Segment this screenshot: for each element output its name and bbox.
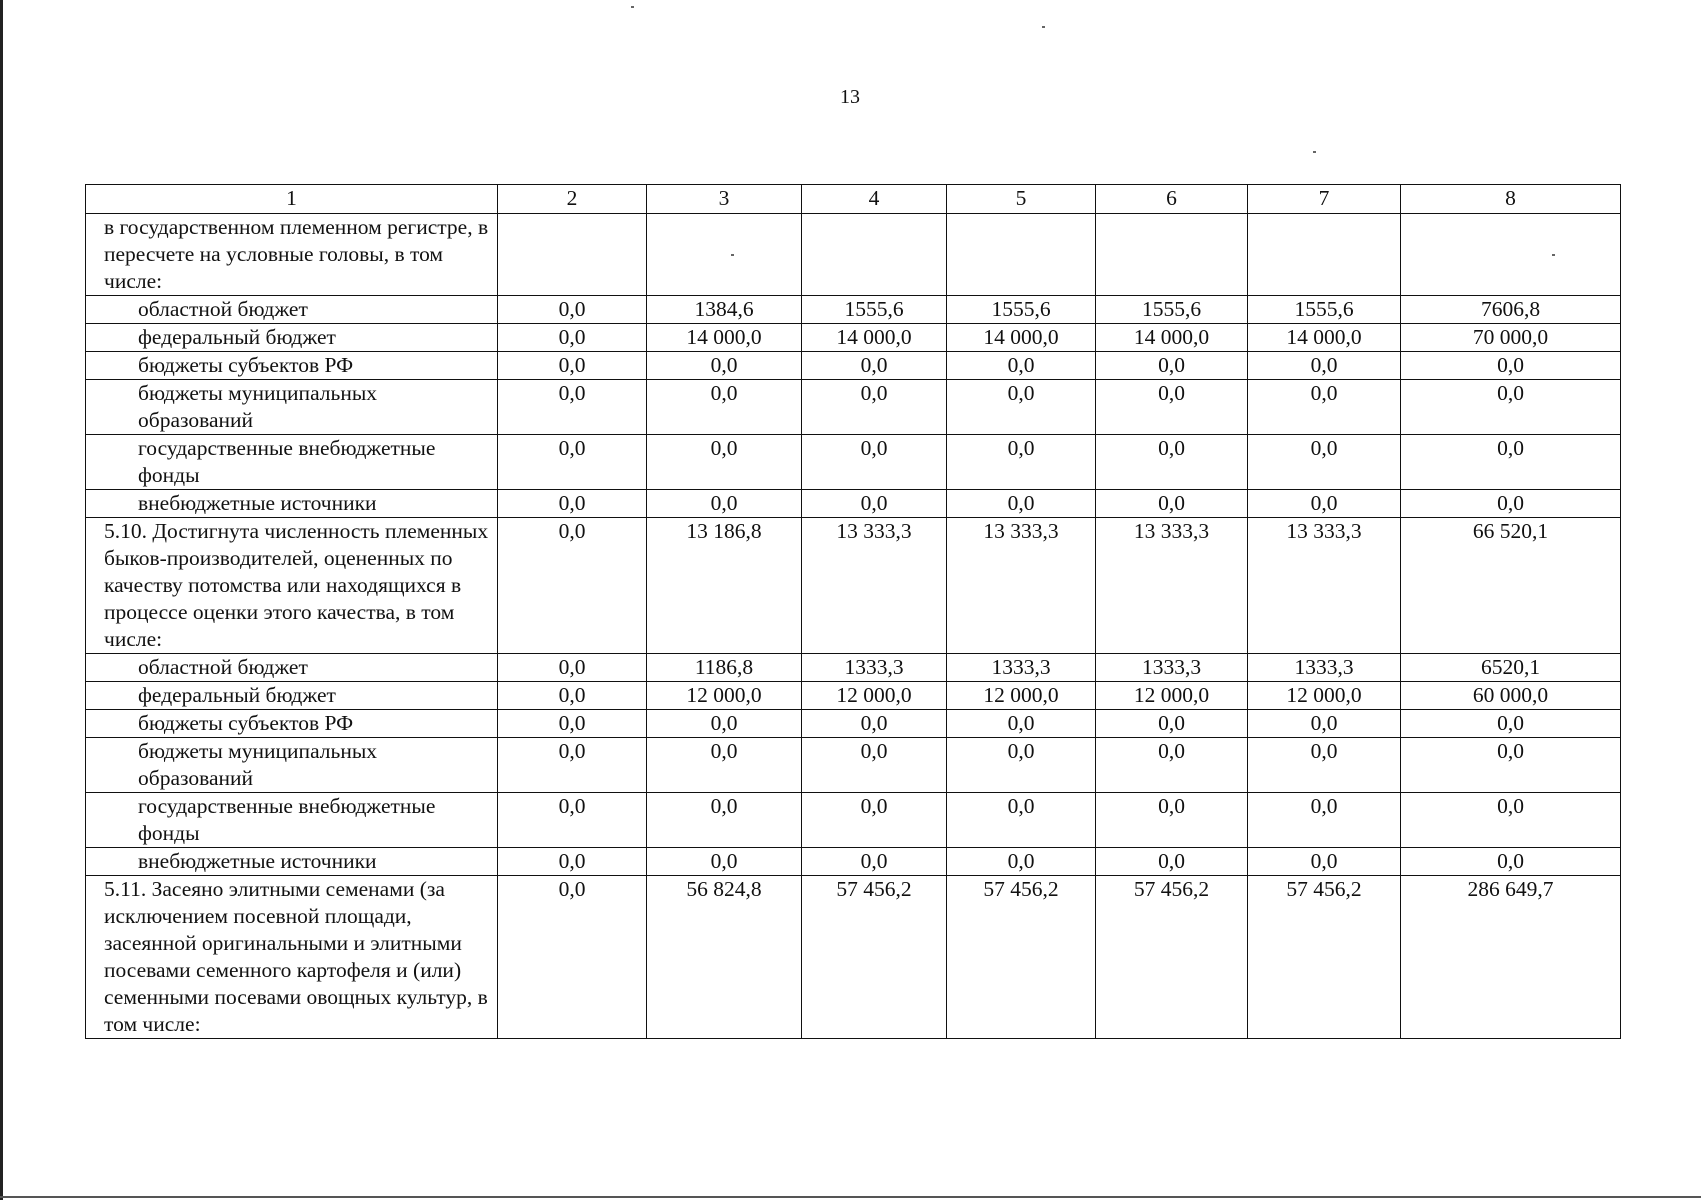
value-cell: 0,0 [1401, 738, 1621, 793]
value-cell: 0,0 [947, 738, 1096, 793]
value-cell: 14 000,0 [947, 324, 1096, 352]
value-cell: 0,0 [647, 710, 802, 738]
value-cell: 0,0 [498, 876, 647, 1039]
value-cell: 0,0 [1096, 352, 1248, 380]
value-cell: 0,0 [1096, 848, 1248, 876]
value-cell: 1186,8 [647, 654, 802, 682]
table-row [86, 518, 1621, 654]
table-row [86, 710, 1621, 738]
row-label: федеральный бюджет [86, 324, 498, 352]
value-cell: 0,0 [647, 380, 802, 435]
value-cell: 0,0 [1248, 848, 1401, 876]
value-cell: 57 456,2 [1248, 876, 1401, 1039]
value-cell: 0,0 [1096, 793, 1248, 848]
column-number-7: 7 [1248, 185, 1401, 214]
page-number: 13 [840, 86, 860, 108]
value-cell: 0,0 [1401, 380, 1621, 435]
value-cell: 14 000,0 [647, 324, 802, 352]
value-cell: 0,0 [647, 490, 802, 518]
row-label: областной бюджет [86, 296, 498, 324]
value-cell: 1384,6 [647, 296, 802, 324]
row-label: бюджеты муниципальных образований [86, 738, 498, 793]
column-number-1: 1 [86, 185, 498, 214]
table-row [86, 324, 1621, 352]
table-body [86, 185, 1621, 1039]
value-cell: 0,0 [647, 793, 802, 848]
value-cell [1096, 214, 1248, 296]
value-cell: 0,0 [802, 380, 947, 435]
page-edge-left [0, 0, 3, 1200]
value-cell: 57 456,2 [1096, 876, 1248, 1039]
column-number-2: 2 [498, 185, 647, 214]
value-cell: 7606,8 [1401, 296, 1621, 324]
row-label: областной бюджет [86, 654, 498, 682]
value-cell: 0,0 [802, 352, 947, 380]
value-cell: 0,0 [1401, 490, 1621, 518]
row-label: бюджеты субъектов РФ [86, 352, 498, 380]
value-cell: 1555,6 [802, 296, 947, 324]
value-cell: 14 000,0 [1248, 324, 1401, 352]
value-cell: 0,0 [1248, 490, 1401, 518]
value-cell: 0,0 [498, 324, 647, 352]
value-cell: 0,0 [647, 352, 802, 380]
value-cell [1401, 214, 1621, 296]
column-number-4: 4 [802, 185, 947, 214]
table-header-row [86, 185, 1621, 214]
value-cell: 12 000,0 [1248, 682, 1401, 710]
value-cell: 12 000,0 [647, 682, 802, 710]
value-cell [498, 214, 647, 296]
value-cell: 57 456,2 [802, 876, 947, 1039]
value-cell: 1555,6 [1248, 296, 1401, 324]
value-cell: 0,0 [947, 710, 1096, 738]
table-row [86, 654, 1621, 682]
value-cell: 0,0 [498, 518, 647, 654]
value-cell: 13 333,3 [802, 518, 947, 654]
table-row [86, 296, 1621, 324]
value-cell: 0,0 [1248, 352, 1401, 380]
value-cell: 0,0 [947, 435, 1096, 490]
value-cell: 14 000,0 [802, 324, 947, 352]
value-cell: 1333,3 [802, 654, 947, 682]
value-cell: 0,0 [947, 352, 1096, 380]
row-label: бюджеты субъектов РФ [86, 710, 498, 738]
row-label: федеральный бюджет [86, 682, 498, 710]
value-cell: 13 333,3 [1096, 518, 1248, 654]
value-cell: 0,0 [498, 490, 647, 518]
table-row [86, 848, 1621, 876]
value-cell: 13 333,3 [947, 518, 1096, 654]
table-row [86, 490, 1621, 518]
row-label: внебюджетные источники [86, 490, 498, 518]
value-cell: 0,0 [1401, 710, 1621, 738]
table-row [86, 380, 1621, 435]
value-cell: 0,0 [498, 738, 647, 793]
value-cell: 57 456,2 [947, 876, 1096, 1039]
value-cell: 0,0 [498, 352, 647, 380]
value-cell: 0,0 [647, 738, 802, 793]
table-row [86, 352, 1621, 380]
value-cell: 0,0 [802, 848, 947, 876]
value-cell: 56 824,8 [647, 876, 802, 1039]
value-cell: 12 000,0 [947, 682, 1096, 710]
value-cell: 0,0 [1248, 710, 1401, 738]
value-cell: 1333,3 [1248, 654, 1401, 682]
column-number-5: 5 [947, 185, 1096, 214]
value-cell: 0,0 [498, 710, 647, 738]
scan-speck [631, 6, 634, 8]
value-cell: 0,0 [1401, 848, 1621, 876]
scan-speck [1042, 26, 1045, 28]
scan-speck [1313, 151, 1316, 153]
column-number-6: 6 [1096, 185, 1248, 214]
value-cell: 0,0 [647, 435, 802, 490]
value-cell: 60 000,0 [1401, 682, 1621, 710]
row-label: 5.11. Засеяно элитными семенами (за исключением посевной площади, засеянной оригинальными и элитными посевами семенного картофеля и (или) семенными посевами овощных культур, в том числе: [86, 876, 498, 1039]
value-cell [1248, 214, 1401, 296]
table-row [86, 435, 1621, 490]
row-label: в государственном племенном регистре, в пересчете на условные головы, в том числе: [86, 214, 498, 296]
value-cell: 1333,3 [1096, 654, 1248, 682]
value-cell [647, 214, 802, 296]
value-cell: 13 333,3 [1248, 518, 1401, 654]
value-cell: 70 000,0 [1401, 324, 1621, 352]
value-cell: 0,0 [1096, 738, 1248, 793]
value-cell: 0,0 [1401, 352, 1621, 380]
row-label: государственные внебюджетные фонды [86, 793, 498, 848]
value-cell: 13 186,8 [647, 518, 802, 654]
value-cell: 0,0 [498, 296, 647, 324]
value-cell [947, 214, 1096, 296]
value-cell: 0,0 [647, 848, 802, 876]
value-cell: 1333,3 [947, 654, 1096, 682]
value-cell: 0,0 [1248, 793, 1401, 848]
table-row [86, 214, 1621, 296]
value-cell: 0,0 [1401, 793, 1621, 848]
value-cell: 66 520,1 [1401, 518, 1621, 654]
value-cell: 0,0 [498, 435, 647, 490]
row-label: 5.10. Достигнута численность племенных быков-производителей, оцененных по качеству потомства или находящихся в процессе оценки этого качества, в том числе: [86, 518, 498, 654]
value-cell: 0,0 [1248, 738, 1401, 793]
value-cell: 0,0 [498, 654, 647, 682]
value-cell: 0,0 [1248, 380, 1401, 435]
value-cell: 0,0 [1096, 710, 1248, 738]
value-cell: 0,0 [498, 380, 647, 435]
value-cell: 0,0 [498, 682, 647, 710]
row-label: бюджеты муниципальных образований [86, 380, 498, 435]
value-cell: 0,0 [498, 848, 647, 876]
value-cell: 0,0 [802, 793, 947, 848]
row-label: внебюджетные источники [86, 848, 498, 876]
value-cell: 0,0 [498, 793, 647, 848]
value-cell: 12 000,0 [1096, 682, 1248, 710]
value-cell: 12 000,0 [802, 682, 947, 710]
value-cell: 0,0 [1248, 435, 1401, 490]
row-label: государственные внебюджетные фонды [86, 435, 498, 490]
value-cell: 0,0 [802, 738, 947, 793]
value-cell: 0,0 [947, 490, 1096, 518]
value-cell: 286 649,7 [1401, 876, 1621, 1039]
value-cell: 0,0 [1401, 435, 1621, 490]
value-cell: 0,0 [1096, 490, 1248, 518]
value-cell: 0,0 [1096, 435, 1248, 490]
table-row [86, 682, 1621, 710]
value-cell: 0,0 [802, 490, 947, 518]
page-edge-bottom [0, 1196, 1701, 1198]
value-cell: 0,0 [1096, 380, 1248, 435]
value-cell: 1555,6 [947, 296, 1096, 324]
value-cell: 0,0 [802, 710, 947, 738]
value-cell: 14 000,0 [1096, 324, 1248, 352]
table-row [86, 738, 1621, 793]
value-cell: 0,0 [947, 848, 1096, 876]
column-number-3: 3 [647, 185, 802, 214]
value-cell [802, 214, 947, 296]
table-row [86, 876, 1621, 1039]
column-number-8: 8 [1401, 185, 1621, 214]
budget-table [85, 184, 1621, 1039]
value-cell: 0,0 [947, 793, 1096, 848]
value-cell: 0,0 [947, 380, 1096, 435]
value-cell: 0,0 [802, 435, 947, 490]
value-cell: 1555,6 [1096, 296, 1248, 324]
table-row [86, 793, 1621, 848]
value-cell: 6520,1 [1401, 654, 1621, 682]
